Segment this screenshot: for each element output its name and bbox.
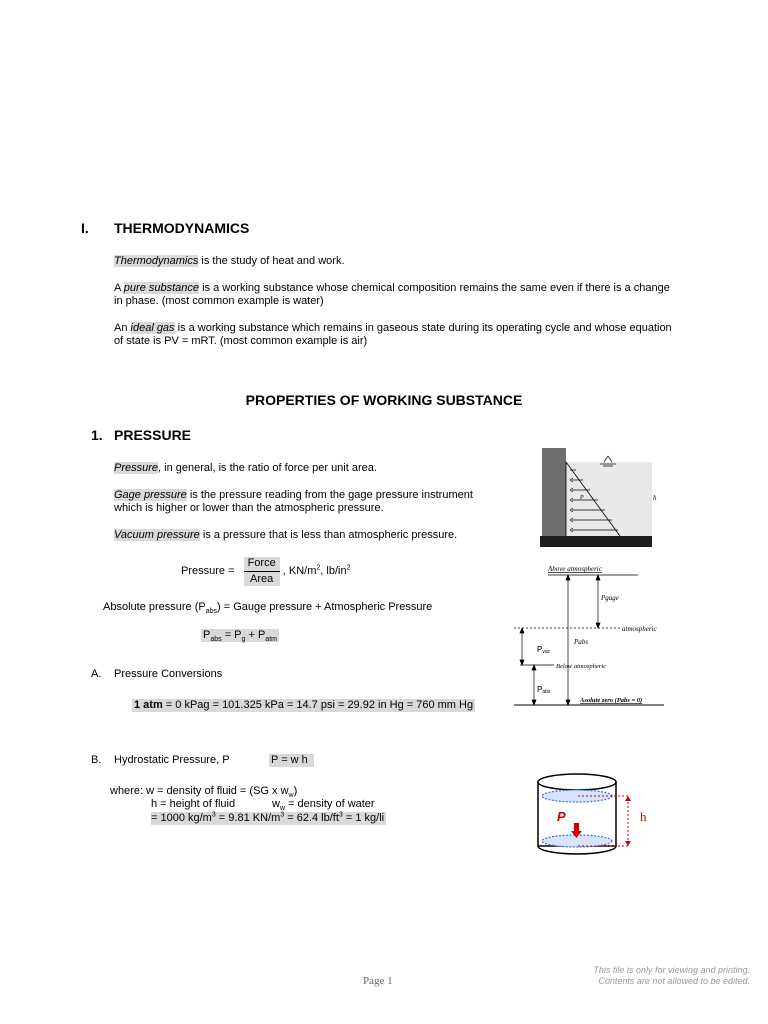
hydrostatic-wall-diagram <box>536 448 666 550</box>
where-line-1: where: w = density of fluid = (SG x $w_w$) <box>110 785 298 800</box>
where-line-2: h = height of fluid <box>151 798 236 810</box>
svg-text:Pabs: Pabs <box>574 638 588 646</box>
svg-text:Above atmospheric: Above atmospheric <box>548 565 602 573</box>
ground-shape <box>540 536 652 547</box>
arrow-down-icon <box>574 823 579 832</box>
section-title: THERMODYNAMICS <box>114 220 250 236</box>
pressure-formula: Pressure = $\frac{\text{Force}}{\text{Area}}$ , $KN/m^2$, $lb/in^2$ <box>181 557 351 585</box>
svg-text:Pabs: Pabs <box>537 685 551 695</box>
svg-text:h: h <box>640 809 647 824</box>
hydro-formula: P = w h <box>269 754 314 767</box>
svg-text:h: h <box>653 494 657 502</box>
subsection-title: PRESSURE <box>114 427 192 443</box>
svg-text:Asolute zero (Pabs = 0): Asolute zero (Pabs = 0) <box>580 697 643 704</box>
term-thermodynamics: Thermodynamics <box>114 255 199 267</box>
hydro-letter: B. <box>91 754 102 766</box>
page-number: Page 1 <box>363 975 393 987</box>
subsection-number: 1. <box>91 427 103 443</box>
para-thermodynamics: Thermodynamics is the study of heat and work. <box>114 255 345 267</box>
force-area-fraction: $\frac{\text{Force}}{\text{Area}}$ <box>244 557 280 586</box>
svg-text:P: P <box>580 495 584 501</box>
where-line-2b: $w_w$ = density of water <box>272 798 375 813</box>
atm-conversion-line: 1 atm = 0 kPag = 101.325 kPa = 14.7 psi = 29.92 in Hg = 760 mm Hg <box>134 699 474 711</box>
svg-text:Pgage: Pgage <box>601 594 619 602</box>
svg-text:Below atmospheric: Below atmospheric <box>556 663 607 670</box>
para-ideal-gas: An ideal gas is a working substance which remains in gaseous state during its operating cycle and whose equation of state is PV = mRT. (most common example is air) <box>114 322 672 347</box>
def-gage-pressure: Gage pressure is the pressure reading from the gage pressure instrument which is higher or lower than the atmospheric pressure. <box>114 489 473 514</box>
hydro-title: Hydrostatic Pressure, P <box>114 754 230 766</box>
para-pure-substance: A pure substance is a working substance whose chemical composition remains the same even if there is a change in phase. (most common example is water) <box>114 282 670 307</box>
wall-shape <box>542 448 566 540</box>
view-only-note: This file is only for viewing and printing. Contents are not allowed to be edited. <box>593 965 750 986</box>
section-number: I. <box>81 220 89 236</box>
term-ideal-gas: ideal gas <box>130 322 175 334</box>
pressure-levels-diagram <box>514 560 684 710</box>
absolute-pressure-line: Absolute pressure $(P_{abs})$ = Gauge pressure + Atmospheric Pressure <box>103 601 433 616</box>
svg-text:P: P <box>557 809 566 824</box>
where-line-3: = 1000 $kg/m^3 = 9.81$ $KN/m^3 = 62.4$ $lb/ft^3 = 1$ kg/li <box>151 811 385 824</box>
fluid-surface <box>542 790 612 802</box>
conv-letter: A. <box>91 668 102 680</box>
heading-properties: PROPERTIES OF WORKING SUBSTANCE <box>245 392 523 408</box>
term-pure-substance: pure substance <box>123 282 200 294</box>
def-vacuum-pressure: Vacuum pressure is a pressure that is less than atmospheric pressure. <box>114 529 458 541</box>
cylinder-diagram <box>526 768 656 860</box>
pabs-equation: $P_{abs} = P_g + P_{atm}$ <box>203 629 277 644</box>
svg-text:atmospheric: atmospheric <box>622 625 657 633</box>
conv-title: Pressure Conversions <box>114 668 223 680</box>
def-pressure: Pressure, in general, is the ratio of force per unit area. <box>114 462 377 474</box>
svg-text:Pvac: Pvac <box>537 645 551 655</box>
